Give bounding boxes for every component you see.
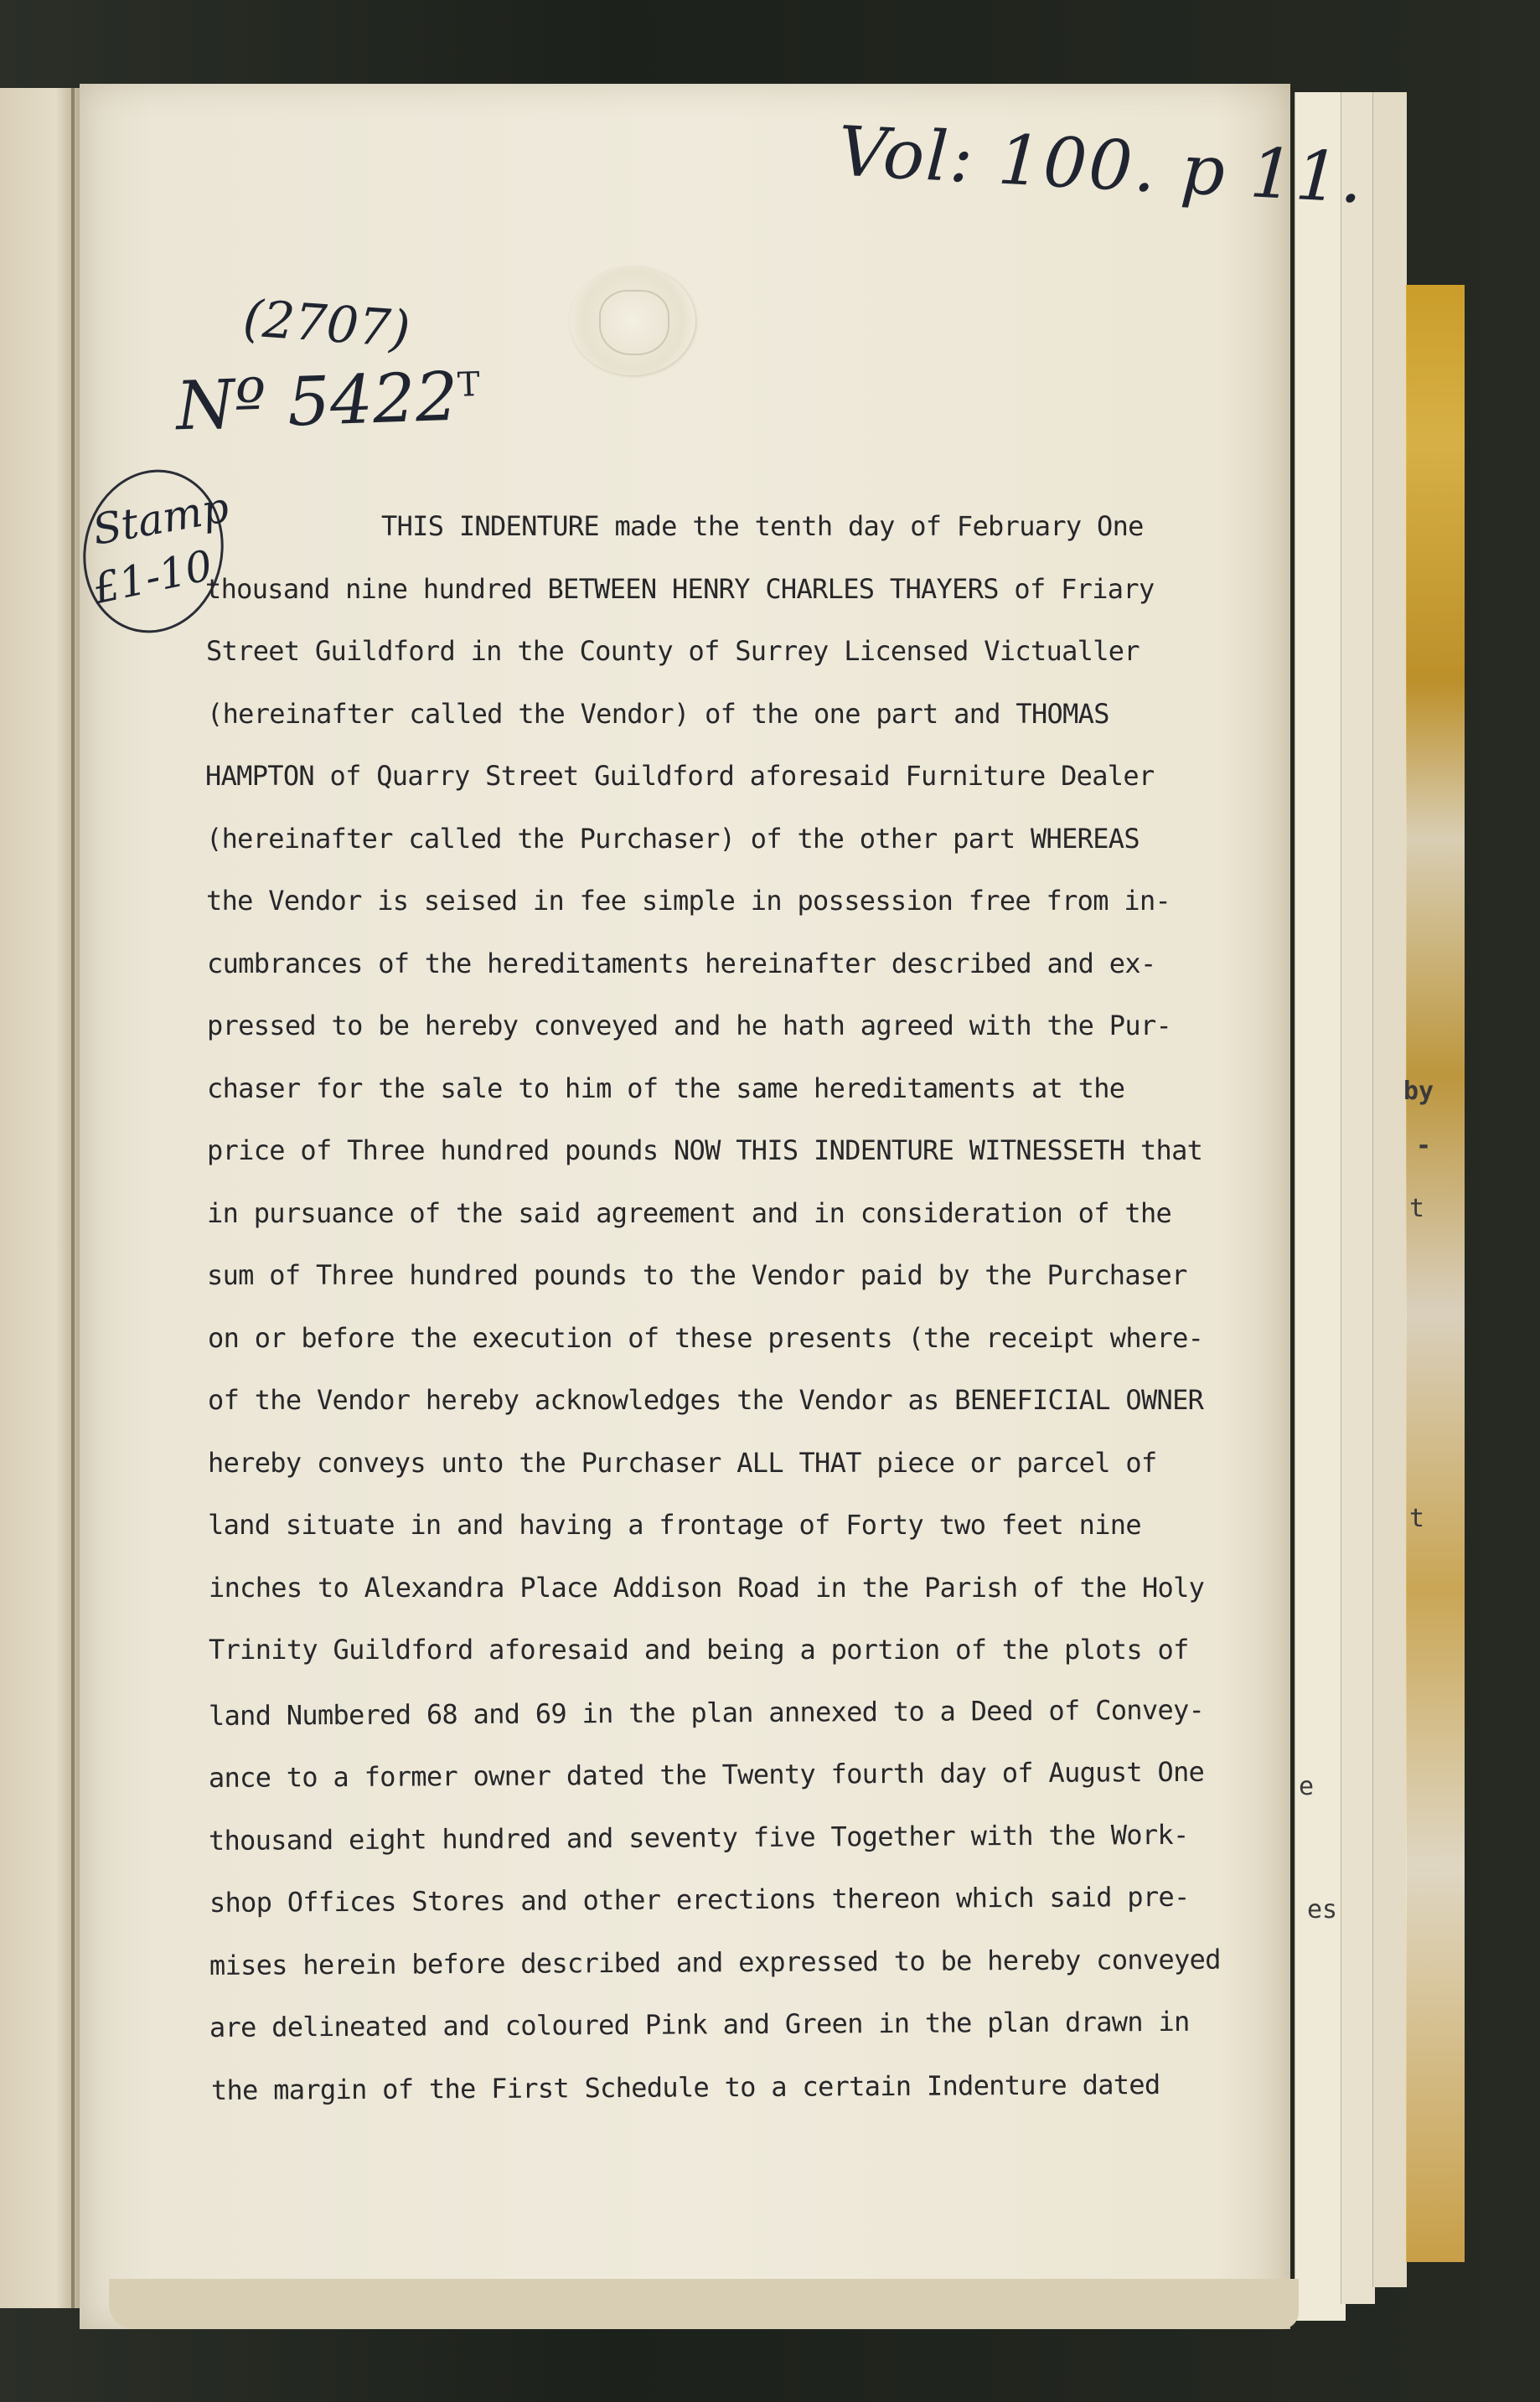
text-line: price of Three hundred pounds NOW THIS INDENTURE WITNESSETH that bbox=[207, 1134, 1203, 1166]
text-line: the margin of the First Schedule to a certain Indenture dated bbox=[210, 2068, 1160, 2106]
text-line: in pursuance of the said agreement and in consideration of the bbox=[207, 1196, 1172, 1229]
text-line: of the Vendor hereby acknowledges the Vendor as BENEFICIAL OWNER bbox=[208, 1384, 1204, 1416]
text-line: HAMPTON of Quarry Street Guildford aforesaid Furniture Dealer bbox=[205, 760, 1155, 792]
edge-fragment: t bbox=[1409, 1504, 1425, 1533]
edge-fragment: by bbox=[1403, 1077, 1434, 1106]
embossed-seal-icon bbox=[570, 266, 695, 375]
edge-fragment: t bbox=[1409, 1194, 1425, 1223]
volume-reference: Vol: 100. p 11. bbox=[835, 111, 1367, 220]
edge-fragment: - bbox=[1416, 1131, 1432, 1160]
text-line: (hereinafter called the Vendor) of the one part and THOMAS bbox=[207, 697, 1109, 730]
document-number bbox=[174, 357, 481, 446]
text-line: Street Guildford in the County of Surrey Licensed Victualler bbox=[206, 635, 1139, 667]
page-stack-edge bbox=[1372, 92, 1407, 2287]
text-line: hereby conveys unto the Purchaser ALL THAT piece or parcel of bbox=[208, 1446, 1157, 1479]
stamp-amount: £1-10 bbox=[88, 540, 217, 614]
text-line: THIS INDENTURE made the tenth day of February One bbox=[381, 510, 1144, 542]
text-line: shop Offices Stores and other erections thereon which said pre- bbox=[209, 1880, 1190, 1919]
binding-tape bbox=[1406, 285, 1465, 2262]
text-line: pressed to be hereby conveyed and he hath agreed with the Pur- bbox=[207, 1010, 1172, 1041]
text-line: chaser for the sale to him of the same hereditaments at the bbox=[207, 1072, 1125, 1104]
text-line: the Vendor is seised in fee simple in possession free from in- bbox=[206, 885, 1171, 917]
text-line: land Numbered 68 and 69 in the plan annexed to a Deed of Convey- bbox=[208, 1693, 1205, 1732]
document-number-mark: T bbox=[457, 365, 481, 405]
edge-fragment: e bbox=[1299, 1772, 1315, 1801]
edge-fragment: es bbox=[1307, 1895, 1338, 1924]
text-line: (hereinafter called the Purchaser) of the other part WHEREAS bbox=[206, 822, 1139, 855]
document-number-text: Nº 5422 bbox=[174, 357, 460, 446]
text-line: cumbrances of the hereditaments hereinafter described and ex- bbox=[207, 947, 1156, 979]
text-line: mises herein before described and expressed to be hereby conveyed bbox=[209, 1943, 1221, 1981]
text-line: are delineated and coloured Pink and Green in the plan drawn in bbox=[209, 2005, 1190, 2043]
stamp-label: Stamp bbox=[89, 483, 233, 555]
text-line: on or before the execution of these presents (the receipt where- bbox=[208, 1321, 1204, 1354]
text-line: land situate in and having a frontage of Forty two feet nine bbox=[208, 1509, 1141, 1541]
text-line: Trinity Guildford aforesaid and being a portion of the plots of bbox=[209, 1634, 1189, 1666]
text-line: thousand eight hundred and seventy five Together with the Work- bbox=[208, 1818, 1189, 1857]
bracket-number: (2707) bbox=[240, 289, 412, 359]
text-line: inches to Alexandra Place Addison Road in the Parish of the Holy bbox=[209, 1571, 1205, 1604]
indenture-text bbox=[205, 501, 1299, 2124]
left-facing-page bbox=[0, 88, 82, 2308]
page-stack-edge bbox=[1295, 92, 1346, 2321]
text-line: ance to a former owner dated the Twenty fourth day of August One bbox=[208, 1755, 1205, 1794]
page-stack-edge bbox=[1341, 92, 1375, 2304]
text-line: sum of Three hundred pounds to the Vendor paid by the Purchaser bbox=[207, 1259, 1187, 1291]
text-line: thousand nine hundred BETWEEN HENRY CHARLES THAYERS of Friary bbox=[205, 572, 1155, 605]
page-bottom-edge bbox=[109, 2279, 1299, 2329]
